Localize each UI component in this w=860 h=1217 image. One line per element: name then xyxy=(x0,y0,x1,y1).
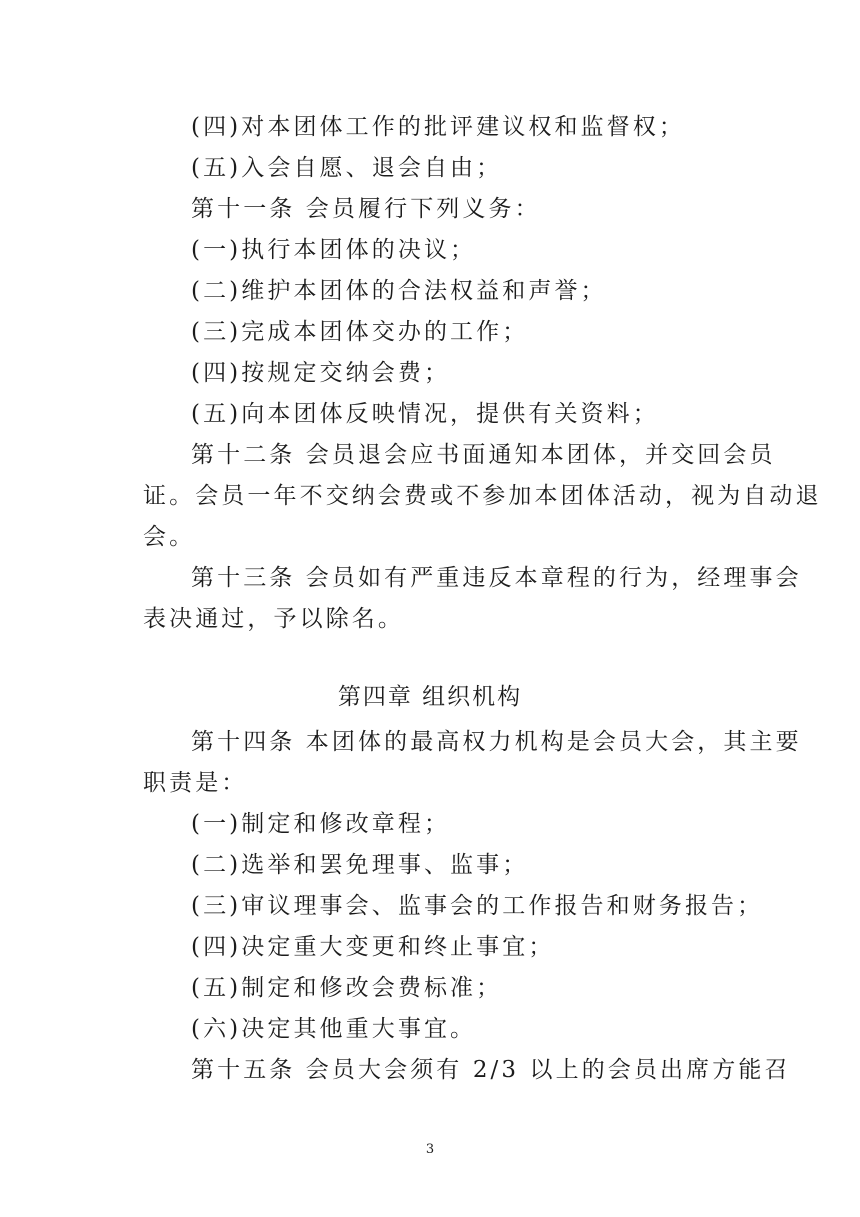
list-item-right-5: (五)入会自愿、退会自由； xyxy=(191,155,503,181)
list-item-right-4: (四)对本团体工作的批评建议权和监督权； xyxy=(191,114,685,140)
list-item-duty-assembly-1: (一)制定和修改章程； xyxy=(191,811,451,837)
list-item-duty-5: (五)向本团体反映情况，提供有关资料； xyxy=(191,401,659,427)
article-13-line-1: 第十三条 会员如有严重违反本章程的行为，经理事会 xyxy=(191,565,802,591)
list-item-duty-assembly-6: (六)决定其他重大事宜。 xyxy=(191,1016,477,1042)
article-13-line-2: 表决通过，予以除名。 xyxy=(143,606,404,632)
article-14-line-1: 第十四条 本团体的最高权力机构是会员大会，其主要 xyxy=(191,729,802,755)
list-item-duty-1: (一)执行本团体的决议； xyxy=(191,237,477,263)
list-item-duty-2: (二)维护本团体的合法权益和声誉； xyxy=(191,278,607,304)
list-item-duty-assembly-5: (五)制定和修改会费标准； xyxy=(191,975,503,1001)
chapter-4-title: 第四章 组织机构 xyxy=(337,684,523,710)
article-14-line-2: 职责是： xyxy=(143,770,248,796)
list-item-duty-4: (四)按规定交纳会费； xyxy=(191,360,451,386)
article-12-line-3: 会。 xyxy=(143,524,196,550)
list-item-duty-assembly-3: (三)审议理事会、监事会的工作报告和财务报告； xyxy=(191,893,764,919)
list-item-duty-assembly-4: (四)决定重大变更和终止事宜； xyxy=(191,934,555,960)
article-12-line-1: 第十二条 会员退会应书面通知本团体，并交回会员 xyxy=(191,442,776,468)
list-item-duty-3: (三)完成本团体交办的工作； xyxy=(191,319,529,345)
article-11-heading: 第十一条 会员履行下列义务： xyxy=(191,196,541,222)
list-item-duty-assembly-2: (二)选举和罢免理事、监事； xyxy=(191,852,529,878)
article-12-line-2: 证。会员一年不交纳会费或不参加本团体活动，视为自动退 xyxy=(143,483,822,509)
article-15-line-1: 第十五条 会员大会须有 2/3 以上的会员出席方能召 xyxy=(191,1057,791,1083)
page-number: 3 xyxy=(425,1142,435,1157)
